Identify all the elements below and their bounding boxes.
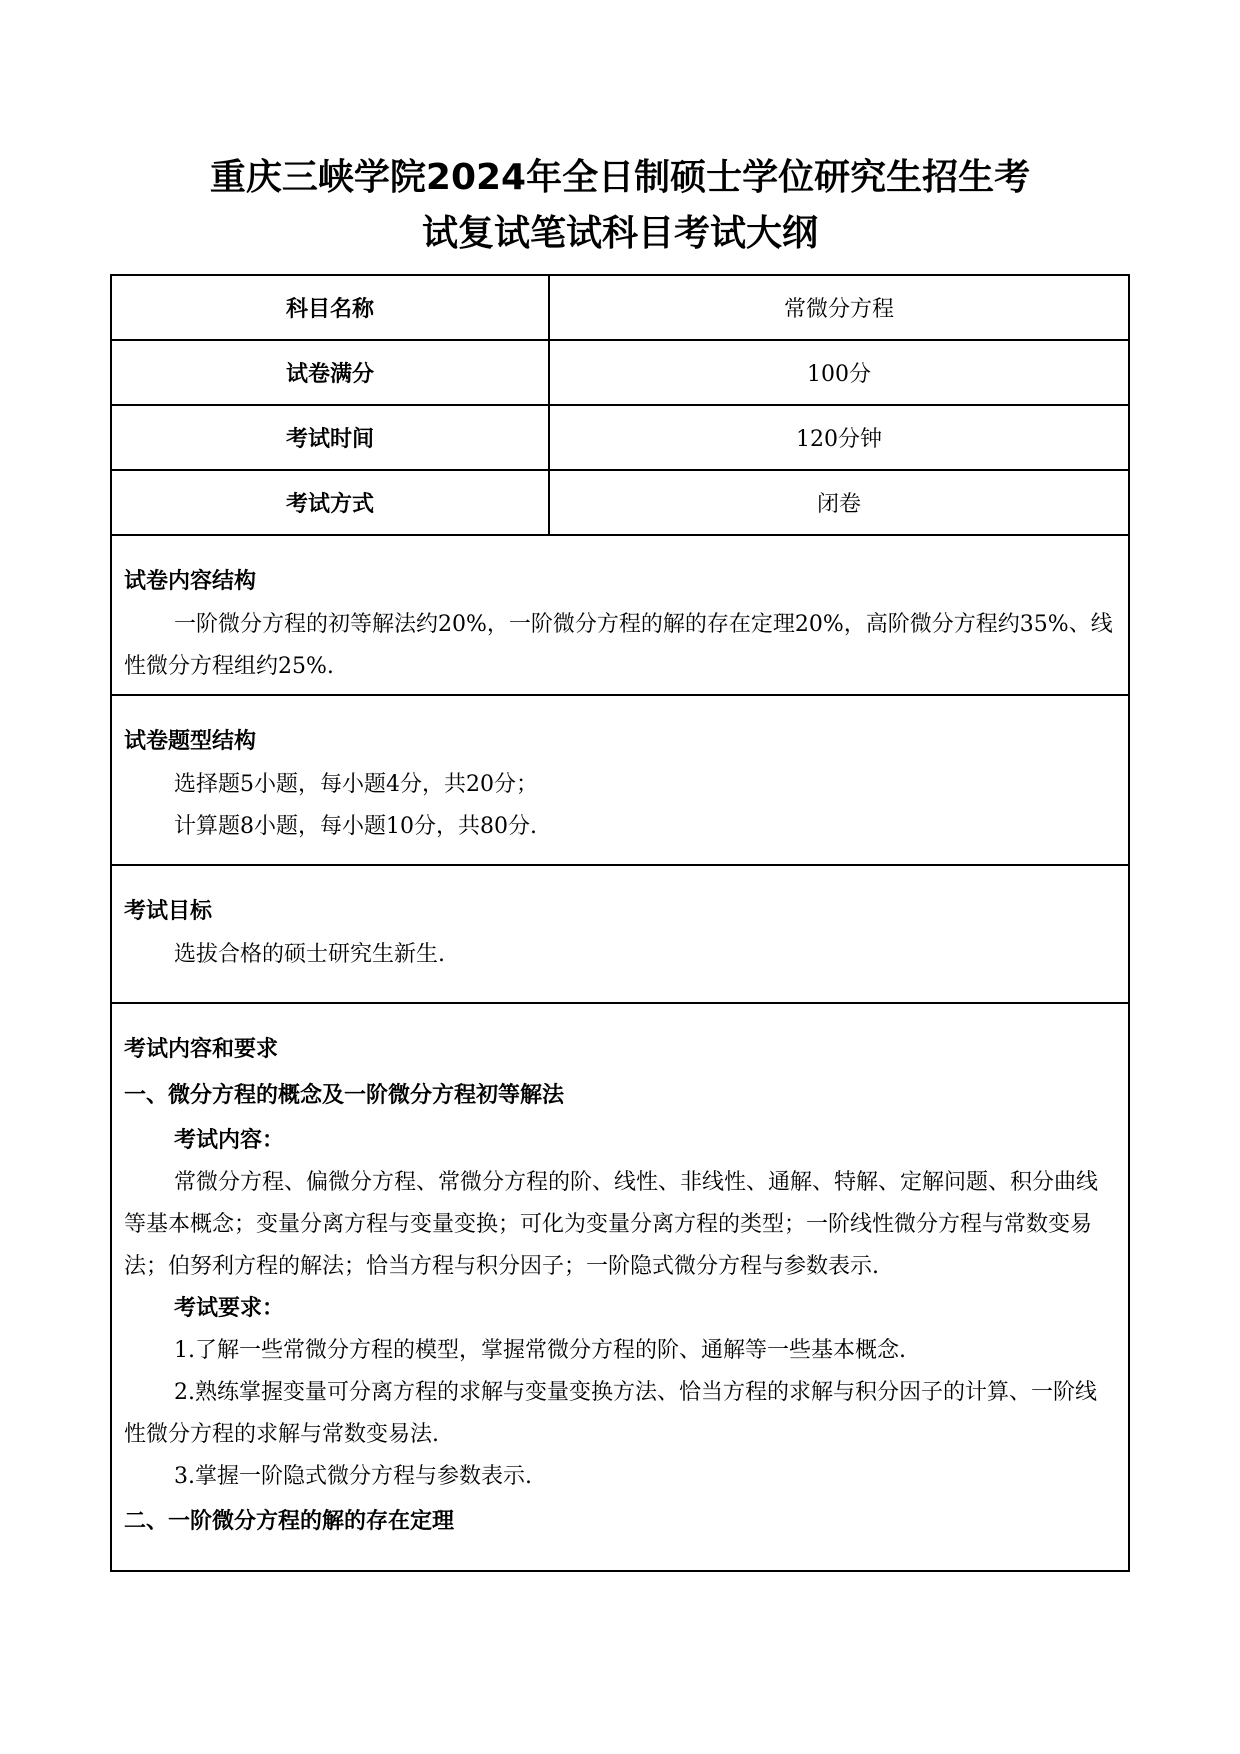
section-text: 一阶微分方程的初等解法约20%，一阶微分方程的解的存在定理20%，高阶微分方程约35%、线性微分方程组约25%. [124,612,1113,679]
requirement-item: 2.熟练掌握变量可分离方程的求解与变量变换方法、恰当方程的求解与积分因子的计算、一阶线性微分方程的求解与常数变易法. [124,1380,1097,1447]
table-row [112,276,1128,340]
goal-section [112,866,1128,1004]
content-text: 常微分方程、偏微分方程、常微分方程的阶、线性、非线性、通解、特解、定解问题、积分曲线等基本概念；变量分离方程与变量变换；可化为变量分离方程的类型；一阶线性微分方程与常数变易法；伯努利方程的解法；恰当方程与积分因子；一阶隐式微分方程与参数表示. [124,1170,1099,1279]
question-structure-section [112,696,1128,866]
info-value: 100分 [549,340,1128,405]
info-label: 考试时间 [112,405,549,470]
section-heading: 试卷题型结构 [124,729,257,754]
syllabus-table [110,274,1130,1572]
exam-info-table [112,276,1128,536]
content-label: 考试内容： [174,1128,285,1153]
info-value: 120分钟 [549,405,1128,470]
info-label: 试卷满分 [112,340,549,405]
requirement-label: 考试要求： [174,1296,285,1321]
content-structure-section [112,536,1128,696]
requirements-section [112,1004,1128,1546]
chapter-title: 二、一阶微分方程的解的存在定理 [124,1509,455,1534]
section-text: 选拔合格的硕士研究生新生. [174,942,445,967]
table-row [112,405,1128,470]
chapter-title: 一、微分方程的概念及一阶微分方程初等解法 [124,1083,565,1108]
info-label: 考试方式 [112,470,549,535]
requirement-item: 3.掌握一阶隐式微分方程与参数表示. [174,1464,532,1489]
section-heading: 考试内容和要求 [124,1037,279,1062]
document-title [110,150,1130,262]
info-value: 闭卷 [549,470,1128,535]
requirement-item: 1.了解一些常微分方程的模型，掌握常微分方程的阶、通解等一些基本概念. [174,1338,906,1363]
section-line: 计算题8小题，每小题10分，共80分. [174,814,537,839]
title-line-1: 重庆三峡学院2024年全日制硕士学位研究生招生考 [209,157,1031,198]
info-value: 常微分方程 [549,276,1128,340]
table-row [112,470,1128,535]
section-heading: 考试目标 [124,899,213,924]
info-label: 科目名称 [112,276,549,340]
title-line-2: 试复试笔试科目考试大纲 [421,213,818,254]
section-heading: 试卷内容结构 [124,569,257,594]
section-line: 选择题5小题，每小题4分，共20分； [174,772,538,797]
table-row [112,340,1128,405]
